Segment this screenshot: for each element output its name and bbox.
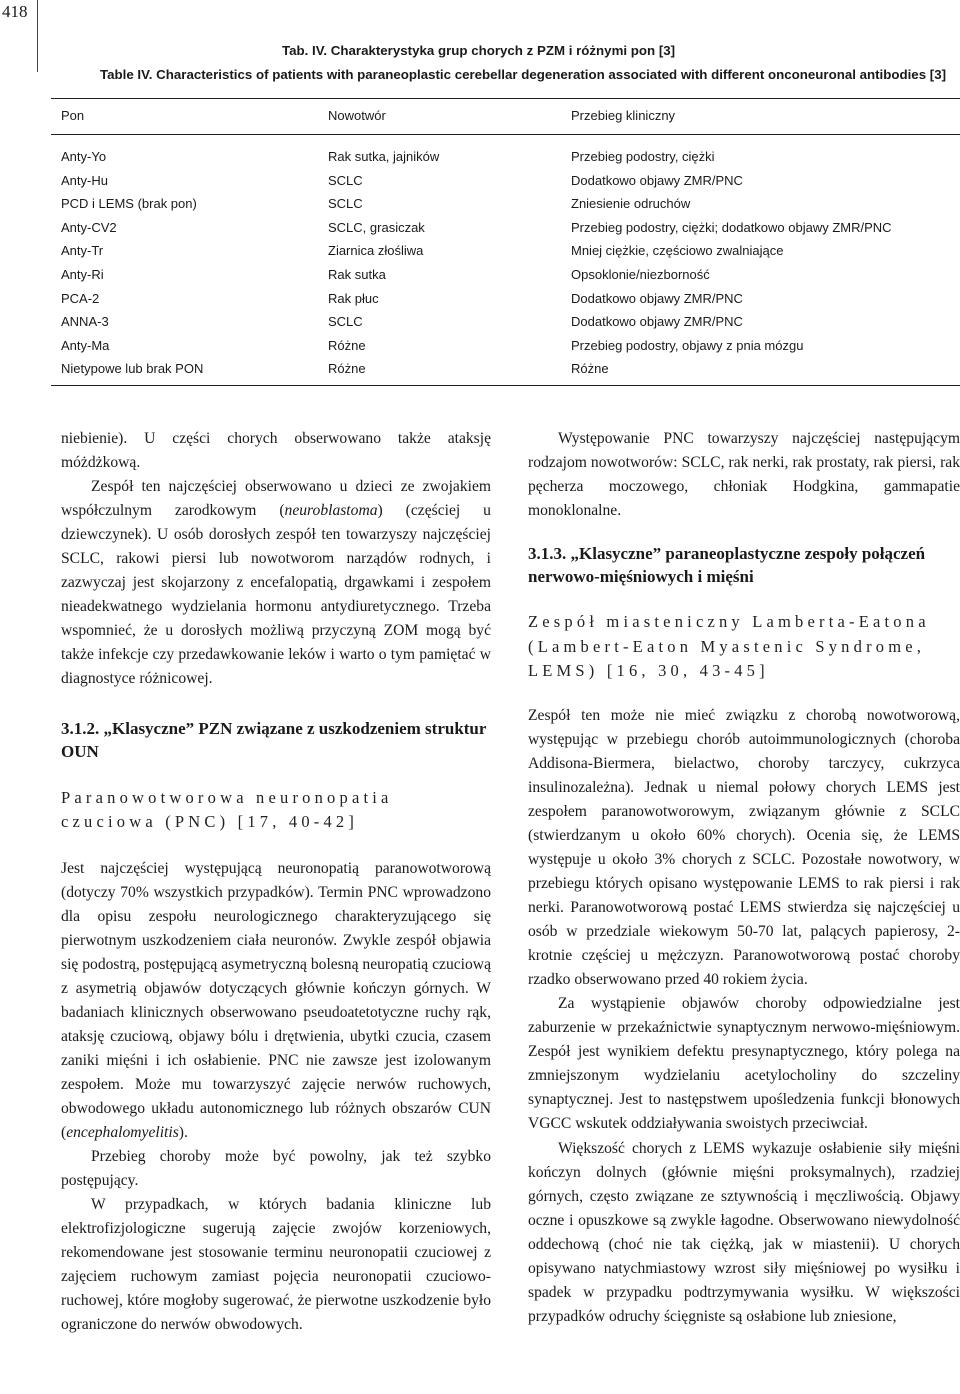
table-caption-english: Table IV. Characteristics of patients with paraneoplastic cerebellar degeneration associated with different onconeuronal antibodies [3] [100, 67, 947, 82]
cell-pon: PCA-2 [61, 290, 100, 306]
cell-pon: Anty-Tr [61, 243, 104, 259]
cell-pon: Anty-Yo [61, 149, 107, 164]
cell-przebieg: Różne [571, 361, 609, 377]
cell-nowotwor: Rak płuc [328, 290, 379, 306]
table-row [61, 260, 951, 284]
cell-nowotwor: Ziarnica złośliwa [328, 243, 424, 259]
cell-przebieg: Dodatkowo objawy ZMR/PNC [571, 290, 743, 306]
cell-nowotwor: Rak sutka, jajników [328, 149, 440, 164]
header-przebieg: Przebieg kliniczny [571, 108, 676, 123]
right-paragraph-1: Występowanie PNC towarzyszy najczęściej następującym rodzajom nowotworów: SCLC, rak nerki, rak prostaty, rak piersi, rak pęcherza moczowego, chłoniak Hodgkina, gammapatie monoklonalne. [528, 430, 960, 520]
cell-przebieg: Dodatkowo objawy ZMR/PNC [571, 314, 743, 330]
cell-przebieg: Mniej ciężkie, częściowo zwalniające [571, 243, 784, 259]
right-paragraph-3: Za wystąpienie objawów choroby odpowiedzialne jest zaburzenie w przekaźnictwie synaptycznym nerwowo-mięśniowym. Zespół jest wynikiem defektu presynaptycznego, który polega na zmniejszonym wydzielaniu acetylocholiny do szczeliny synaptycznej. Jest to następstwem upośledzenia funkcji błonowych VGCC wskutek oddziaływania swoistych przeciwciał. [528, 995, 960, 1133]
encephalomyelitis-term: encephalomyelitis [66, 1124, 179, 1142]
table-caption-polish: Tab. IV. Charakterystyka grup chorych z PZM i różnymi pon [3] [282, 43, 676, 58]
cell-pon: Anty-Ma [61, 337, 110, 353]
cell-nowotwor: Różne [328, 337, 366, 353]
table-row [61, 284, 951, 308]
left-paragraph-5: W przypadkach, w których badania kliniczne lub elektrofizjologiczne sugerują zajęcie zwojów korzeniowych, rekomendowane jest stosowanie terminu neuronopatii czuciowej z zajęciem ruchowym zamiast pojęcia neuronopatii czuciowo-ruchowej, które mogłoby sugerować, że pierwotne uszkodzenie było ograniczone do nerwów obwodowych. [61, 1196, 491, 1334]
cell-nowotwor: SCLC [328, 314, 363, 330]
right-column [528, 427, 960, 1329]
cell-nowotwor: Różne [328, 361, 366, 377]
table-row [61, 331, 951, 355]
left-column [61, 427, 491, 1337]
cell-nowotwor: SCLC [328, 172, 363, 188]
right-paragraph-4: Większość chorych z LEMS wykazuje osłabienie siły mięśni kończyn dolnych (głównie mięśni proksymalnych), rzadziej górnych, często związane ze sztywnością i męczliwością. Objawy oczne i opuszkowe są zwykle łagodne. Obserwowano niewydolność oddechową (choć nie tak ciężką, jak w miastenii). U chorych opisywano natychmiastowy wzrost siły mięśniowej po wysiłku i spadek w przypadku podtrzymywania wysiłku. W większości przypadków odruchy ścięgniste są osłabione lub zniesione, [528, 1139, 960, 1325]
cell-przebieg: Dodatkowo objawy ZMR/PNC [571, 172, 743, 188]
right-paragraph-2: Zespół ten może nie mieć związku z chorobą nowotworową, występując w przebiegu chorób autoimmunologicznych (choroba Addisona-Biermera, bielactwo, choroby tarczycy, cukrzyca insulinozależna). Jednak u niemal połowy chorych LEMS jest zespołem paranowotworowym, związanym głównie z SCLC (stwierdzanym u około 60% chorych). Ocenia się, że LEMS występuje u około 3% chorych z SCLC. Pozostałe nowotwory, w przebiegu których opisano występowanie LEMS to rak piersi i rak nerki. Paranowotworową postać LEMS stwierdza się najczęściej u osób w przedziale wiekowym 50-70 lat, palących papierosy, 2-krotnie częściej u mężczyzn. Paranowotworową postać choroby rzadko obserwowano przed 40 rokiem życia. [528, 706, 960, 989]
characteristics-table [61, 98, 951, 378]
left-paragraph-4: Przebieg choroby może być powolny, jak też szybko postępujący. [61, 1148, 491, 1190]
cell-nowotwor: Rak sutka [328, 266, 386, 282]
cell-pon: Anty-Ri [61, 266, 104, 282]
neuroblastoma-term: neuroblastoma [284, 502, 378, 520]
cell-pon: Anty-CV2 [61, 219, 117, 235]
cell-przebieg: Zniesienie odruchów [571, 196, 691, 212]
subsection-heading-lems: Zespół miasteniczny Lamberta-Eatona (Lambert-Eaton Myastenic Syndrome, LEMS) [16, 30, 43-45] [528, 612, 930, 681]
section-heading-3-1-2: 3.1.2. „Klasyczne” PZN związane z uszkodzeniem struktur OUN [61, 718, 487, 761]
table-row [61, 213, 951, 237]
cell-przebieg: Przebieg podostry, ciężki [571, 149, 715, 164]
header-nowotwor: Nowotwór [328, 108, 386, 123]
cell-przebieg: Opsoklonie/niezborność [571, 266, 710, 282]
left-paragraph-3: Jest najczęściej występującą neuronopatią paranowotworową (dotyczy 70% wszystkich przypadków). Termin PNC wprowadzono dla opisu zespołu neurologicznego charakteryzującego się pierwotnym uszkodzeniem ciała neuronów. Zwykle zespół objawia się podostrą, postępującą asymetryczną bolesną neuropatią czuciową z asymetrią objawów dotyczących głównie kończyn górnych. W badaniach klinicznych obserwowano pseudoatetotyczne ruchy rąk, ataksję czuciową, objawy bólu i drętwienia, ubytki czucia, czasem zaniki mięśni i ich osłabienie. PNC nie zawsze jest izolowanym zespołem. Może mu towarzyszyć zajęcie nerwów ruchowych, obwodowego układu autonomicznego lub różnych obszarów CUN (encephalomyelitis). [61, 859, 491, 1142]
cell-pon: PCD i LEMS (brak pon) [61, 196, 197, 212]
cell-nowotwor: SCLC, grasiczak [328, 219, 425, 235]
page-number: 418 [0, 0, 38, 72]
cell-pon: ANNA-3 [61, 314, 109, 330]
subsection-heading-pnc: Paranowotworowa neuronopatia czuciowa (PNC) [17, 40-42] [61, 787, 393, 832]
cell-przebieg: Przebieg podostry, ciężki; dodatkowo objawy ZMR/PNC [571, 219, 892, 235]
header-pon: Pon [61, 108, 85, 123]
cell-pon: Anty-Hu [61, 172, 108, 188]
section-heading-3-1-3: 3.1.3. „Klasyczne” paraneoplastyczne zespoły połączeń nerwowo-mięśniowych i mięśni [528, 544, 926, 587]
table-row [61, 307, 951, 331]
table-row [61, 189, 951, 213]
left-paragraph-1: niebienie). U części chorych obserwowano także ataksję móżdżkową. [61, 430, 491, 472]
table-row [61, 354, 951, 378]
cell-pon: Nietypowe lub brak PON [61, 361, 204, 377]
table-bottom-rule [51, 385, 960, 386]
cell-nowotwor: SCLC [328, 196, 363, 212]
cell-przebieg: Przebieg podostry, objawy z pnia mózgu [571, 337, 804, 353]
table-row [61, 142, 951, 166]
table-row [61, 236, 951, 260]
table-row [61, 166, 951, 190]
table-header-row [61, 98, 951, 134]
left-paragraph-2: Zespół ten najczęściej obserwowano u dzieci ze zwojakiem współczulnym zarodkowym (neuroblastoma) (częściej u dziewczynek). U osób dorosłych zespół ten towarzyszy najczęściej SCLC, rakowi piersi lub nowotworom narządów rodnych, i zazwyczaj jest skojarzony z encefalopatią, drgawkami i zespołem nieadekwatnego wydzielania hormonu antydiuretycznego. Trzeba wspomnieć, że u dorosłych możliwą przyczyną ZOM mogą być także infekcje czy przedawkowanie leków i warto o tym pamiętać w diagnostyce różnicowej. [61, 478, 491, 688]
